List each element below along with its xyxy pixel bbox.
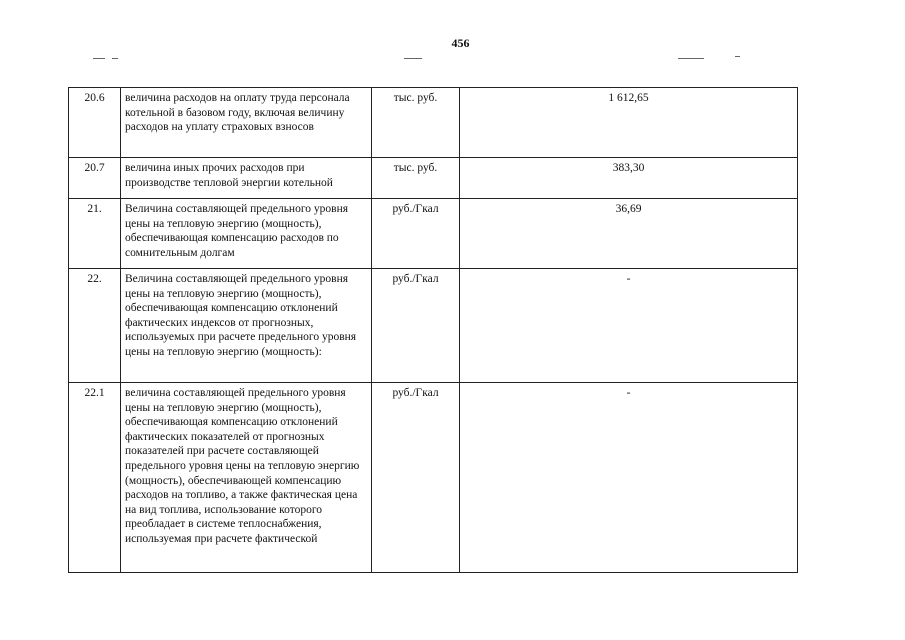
- scan-speck: [112, 58, 118, 59]
- page-number: 456: [451, 36, 470, 50]
- value-cell: 36,69: [460, 199, 798, 269]
- scan-speck: [93, 58, 105, 59]
- scan-speck: [678, 58, 704, 59]
- value-cell: 1 612,65: [460, 88, 798, 158]
- unit-cell: тыс. руб.: [372, 88, 460, 158]
- value-cell: -: [460, 269, 798, 383]
- table-row: [69, 199, 798, 269]
- table-row: [69, 269, 798, 383]
- description-cell: величина составляющей предельного уровня цены на тепловую энергию (мощность), обеспечивающая компенсацию отклонений фактических показателей от прогнозных показателей при расчете составляющей предельного уровня цены на тепловую энергию (мощность), обеспечивающей компенсацию расходов на топливо, а также фактическая цена на вид топлива, использование которого преобладает в системе теплоснабжения, используемая при расчете фактической: [121, 383, 372, 573]
- unit-cell: руб./Гкал: [372, 269, 460, 383]
- row-number-cell: 20.6: [69, 88, 121, 158]
- row-number-cell: 22.: [69, 269, 121, 383]
- unit-cell: руб./Гкал: [372, 383, 460, 573]
- description-cell: величина расходов на оплату труда персонала котельной в базовом году, включая величину расходов на уплату страховых взносов: [121, 88, 372, 158]
- unit-cell: тыс. руб.: [372, 158, 460, 199]
- description-cell: величина иных прочих расходов при производстве тепловой энергии котельной: [121, 158, 372, 199]
- tariff-parameters-table: [68, 87, 798, 573]
- table-row: [69, 383, 798, 573]
- row-number-cell: 21.: [69, 199, 121, 269]
- table-row: [69, 88, 798, 158]
- scan-speck: [735, 56, 740, 57]
- table-row: [69, 158, 798, 199]
- unit-cell: руб./Гкал: [372, 199, 460, 269]
- description-cell: Величина составляющей предельного уровня цены на тепловую энергию (мощность), обеспечивающая компенсацию отклонений фактических индексов от прогнозных, используемых при расчете предельного уровня цены на тепловую энергию (мощность):: [121, 269, 372, 383]
- row-number-cell: 20.7: [69, 158, 121, 199]
- row-number-cell: 22.1: [69, 383, 121, 573]
- value-cell: -: [460, 383, 798, 573]
- value-cell: 383,30: [460, 158, 798, 199]
- description-cell: Величина составляющей предельного уровня цены на тепловую энергию (мощность), обеспечивающая компенсацию расходов по сомнительным долгам: [121, 199, 372, 269]
- scan-speck: [404, 58, 422, 59]
